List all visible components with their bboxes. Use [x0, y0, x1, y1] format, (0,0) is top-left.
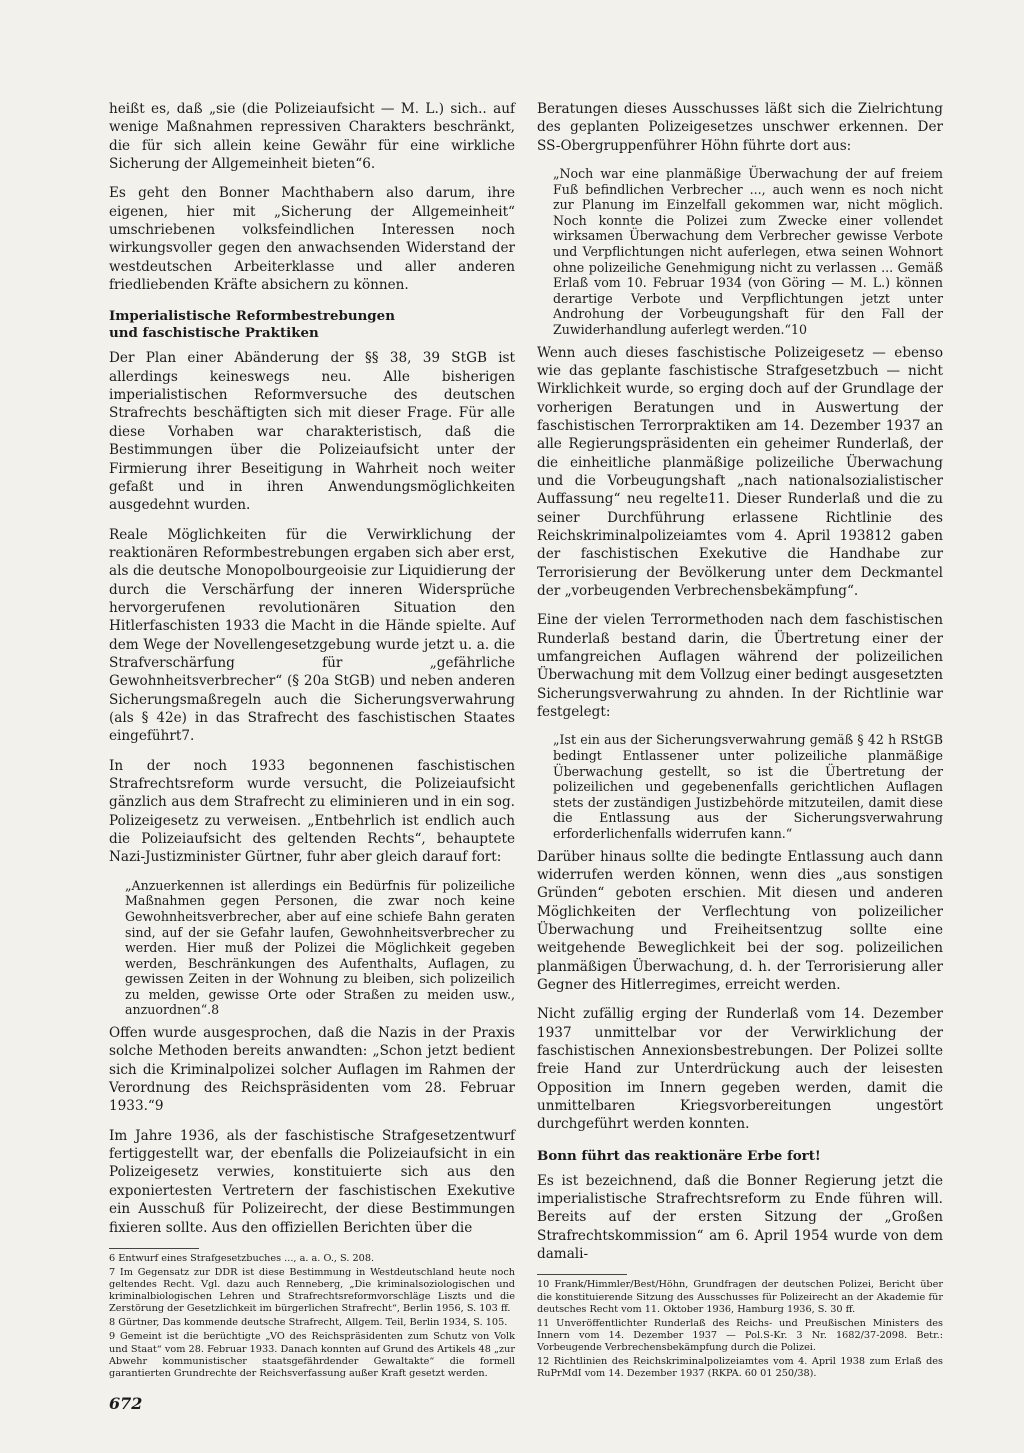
- section-heading: Bonn führt das reaktionäre Erbe fort!: [537, 1147, 821, 1164]
- footnote: 11 Unveröffentlichter Runderlaß des Reichs- und Preußischen Ministers des Innern vom 14. Dezember 1937 — Pol.S-Kr. 3 Nr. 1682/37-2098. Betr.: Vorbeugende Verbrechensbekämpfung durch die Polizei.: [537, 1317, 943, 1353]
- right-column-body: [537, 100, 943, 1263]
- page-number: 672: [109, 1394, 143, 1413]
- footnote-separator: [109, 1248, 199, 1249]
- left-column-body: [109, 100, 515, 1237]
- footnote: 9 Gemeint ist die berüchtigte „VO des Reichspräsidenten zum Schutz von Volk und Staat“ vom 28. Februar 1933. Danach konnten auf Grund des Artikels 48 „zur Abwehr kommunistischer staatsgefährdender Gewaltakte“ die formell garantierten Grundrechte der Reichsverfassung außer Kraft gesetzt werden.: [109, 1331, 515, 1379]
- paragraph: Eine der vielen Terrormethoden nach dem faschistischen Runderlaß bestand darin, die Übertretung einer der umfangreichen Auflagen während der polizeilichen Überwachung mit dem Vollzug einer bedingt ausgesetzten Sicherungsverwahrung zu ahnden. In der Richtlinie war festgelegt:: [537, 612, 943, 721]
- section-heading: Imperialistische Reformbestrebungen und faschistische Praktiken: [109, 308, 395, 342]
- paragraph: heißt es, daß „sie (die Polizeiaufsicht — M. L.) sich.. auf wenige Maßnahmen repressiven Charakters beschränkt, die für sich allein keine Gewähr für eine wirkliche Sicherung der Allgemeinheit bieten“6.: [109, 101, 515, 173]
- footnote: 6 Entwurf eines Strafgesetzbuches ..., a. a. O., S. 208.: [109, 1252, 375, 1264]
- footnote: 8 Gürtner, Das kommende deutsche Strafrecht, Allgem. Teil, Berlin 1934, S. 105.: [109, 1317, 508, 1329]
- paragraph: Es ist bezeichnend, daß die Bonner Regierung jetzt die imperialistische Strafrechtsreform zu Ende führen will. Bereits auf der ersten Sitzung der „Großen Strafrechtskommission“ am 6. April 1954 wurde von dem damali-: [537, 1172, 943, 1263]
- paragraph: Nicht zufällig erging der Runderlaß vom 14. Dezember 1937 unmittelbar vor der Verwirklichung der faschistischen Annexionsbestrebungen. Der Polizei sollte freie Hand zur Unterdrückung auch der leisesten Opposition im Innern gegeben werden, damit die unmittelbaren Kriegsvorbereitungen ungestört durchgeführt werden konnten.: [537, 1006, 943, 1133]
- footnote-separator: [537, 1274, 627, 1275]
- paragraph: In der noch 1933 begonnenen faschistischen Strafrechtsreform wurde versucht, die Polizeiaufsicht gänzlich aus dem Strafrecht zu eliminieren und in ein sog. Polizeigesetz zu verweisen. „Entbehrlich ist endlich auch die Polizeiaufsicht des geltenden Rechts“, behauptete Nazi-Justizminister Gürtner, fuhr aber gleich darauf fort:: [109, 757, 515, 866]
- paragraph: Offen wurde ausgesprochen, daß die Nazis in der Praxis solche Methoden bereits anwandten: „Schon jetzt bedient sich die Kriminalpolizei solcher Auflagen im Rahmen der Verordnung des Reichspräsidenten vom 28. Februar 1933.“9: [109, 1025, 515, 1115]
- block-quote: „Anzuerkennen ist allerdings ein Bedürfnis für polizeiliche Maßnahmen gegen Personen, die zwar noch keine Gewohnheitsverbrecher, aber auf eine schiefe Bahn geraten sind, auf der sie Gefahr laufen, Gewohnheitsverbrecher zu werden. Hier muß der Polizei die Möglichkeit gegeben werden, Beschränkungen des Aufenthalts, Auflagen, zu gewissen Zeiten in der Wohnung zu bleiben, sich polizeilich zu melden, gewisse Orte oder Straßen zu meiden usw., anzuordnen“.8: [125, 877, 515, 1018]
- paragraph: Im Jahre 1936, als der faschistische Strafgesetzentwurf fertiggestellt war, der ebenfalls die Polizeiaufsicht in ein Polizeigesetz verwies, konstituierte sich aus den exponiertesten Vertretern der faschistischen Exekutive ein Ausschuß für Polizeirecht, der diese Bestimmungen fixieren sollte. Aus den offiziellen Berichten über die: [109, 1127, 515, 1236]
- block-quote: „Ist ein aus der Sicherungsverwahrung gemäß § 42 h RStGB bedingt Entlassener unter polizeiliche planmäßige Überwachung gestellt, so ist die Übertretung der polizeilichen und gegebenenfalls gerichtlichen Auflagen stets der zuständigen Justizbehörde mitzuteilen, damit diese die Entlassung aus der Sicherungsverwahrung erforderlichenfalls widerrufen kann.“: [553, 732, 943, 841]
- paragraph: Darüber hinaus sollte die bedingte Entlassung auch dann widerrufen werden können, wenn dies „aus sonstigen Gründen“ geboten erschien. Mit diesen und anderen Möglichkeiten der Verflechtung von polizeilicher Überwachung und Freiheitsentzug sollte eine weitgehende Beweglichkeit bei der sog. polizeilichen planmäßigen Überwachung, d. h. der Terrorisierung aller Gegner des Hitlerregimes, erreicht werden.: [537, 848, 943, 993]
- footnote: 12 Richtlinien des Reichskriminalpolizeiamtes vom 4. April 1938 zum Erlaß des RuPrMdI vom 14. Dezember 1937 (RKPA. 60 01 250/38).: [537, 1356, 943, 1380]
- paragraph: Es geht den Bonner Machthabern also darum, ihre eigenen, hier mit „Sicherung der Allgemeinheit“ umschriebenen volksfeindlichen Interessen noch wirkungsvoller gegen den anwachsenden Widerstand der westdeutschen Arbeiterklasse und aller anderen friedliebenden Kräfte absichern zu können.: [109, 185, 515, 294]
- left-footnotes: [109, 1253, 515, 1380]
- paragraph: Wenn auch dieses faschistische Polizeigesetz — ebenso wie das geplante faschistische Strafgesetzbuch — nicht Wirklichkeit wurde, so erging doch auf der Grundlage der vorherigen Beratungen und in Auswertung der faschistischen Terrorpraktiken am 14. Dezember 1937 an alle Regierungspräsidenten ein geheimer Runderlaß, der die einheitliche planmäßige polizeiliche Überwachung und die Vorbeugungshaft „nach nationalsozialistischer Auffassung“ neu regelte11. Dieser Runderlaß und die zu seiner Durchführung erlassene Richtlinie des Reichskriminalpolizeiamtes vom 4. April 193812 gaben der faschistischen Exekutive die Handhabe zur Terrorisierung der Bevölkerung unter dem Deckmantel der „vorbeugenden Verbrechensbekämpfung“.: [537, 344, 943, 600]
- right-footnotes: [537, 1279, 943, 1380]
- footnote: 10 Frank/Himmler/Best/Höhn, Grundfragen der deutschen Polizei, Bericht über die konstituierende Sitzung des Ausschusses für Polizeirecht an der Akademie für deutsches Recht vom 11. Oktober 1936, Hamburg 1936, S. 30 ff.: [537, 1279, 943, 1315]
- paragraph: Der Plan einer Abänderung der §§ 38, 39 StGB ist allerdings keineswegs neu. Alle bisherigen imperialistischen Reformversuche des deutschen Strafrechts beschäftigten sich mit dieser Frage. Für alle diese Vorhaben war charakteristisch, daß die Bestimmungen über die Polizeiaufsicht unter der Firmierung ihrer Beseitigung in Wahrheit noch weiter gefaßt und in ihren Anwendungsmöglichkeiten ausgedehnt wurden.: [109, 350, 515, 514]
- right-column: [537, 100, 943, 1382]
- paragraph: Beratungen dieses Ausschusses läßt sich die Zielrichtung des geplanten Polizeigesetzes unschwer erkennen. Der SS-Obergruppenführer Höhn führte dort aus:: [537, 101, 943, 154]
- left-column: [109, 100, 515, 1382]
- paragraph: Reale Möglichkeiten für die Verwirklichung der reaktionären Reformbestrebungen ergaben sich aber erst, als die deutsche Monopolbourgeoisie zur Liquidierung der durch die Verschärfung der inneren Widersprüche hervorgerufenen revolutionären Situation den Hitlerfaschisten 1933 die Macht in die Hände spielte. Auf dem Wege der Novellengesetzgebung wurde jetzt u. a. die Strafverschärfung für „gefährliche Gewohnheitsverbrecher“ (§ 20a StGB) und neben anderen Sicherungsmaßregeln auch die Sicherungsverwahrung (als § 42e) in das Strafrecht des faschistischen Staates eingeführt7.: [109, 526, 515, 745]
- block-quote: „Noch war eine planmäßige Überwachung der auf freiem Fuß befindlichen Verbrecher ..., auch wenn es noch nicht zur Planung im Einzelfall gekommen war, nicht möglich. Noch konnte die Polizei zum Zwecke einer vollendet wirksamen Überwachung dem Verbrecher gewisse Verbote und Verpflichtungen nicht auferlegen, etwa seinen Wohnort ohne polizeiliche Genehmigung nicht zu verlassen ... Gemäß Erlaß vom 10. Februar 1934 (von Göring — M. L.) können derartige Verbote und Verpflichtungen jetzt unter Androhung der Vorbeugungshaft für den Fall der Zuwiderhandlung auferlegt werden.“10: [553, 166, 943, 337]
- footnote: 7 Im Gegensatz zur DDR ist diese Bestimmung in Westdeutschland heute noch geltendes Recht. Vgl. dazu auch Renneberg, „Die kriminalsoziologischen und kriminalbiologischen Lehren und Strafrechtsreformvorschläge Liszts und die Zerstörung der Gesetzlichkeit im bürgerlichen Strafrecht“, Berlin 1956, S. 103 ff.: [109, 1266, 515, 1315]
